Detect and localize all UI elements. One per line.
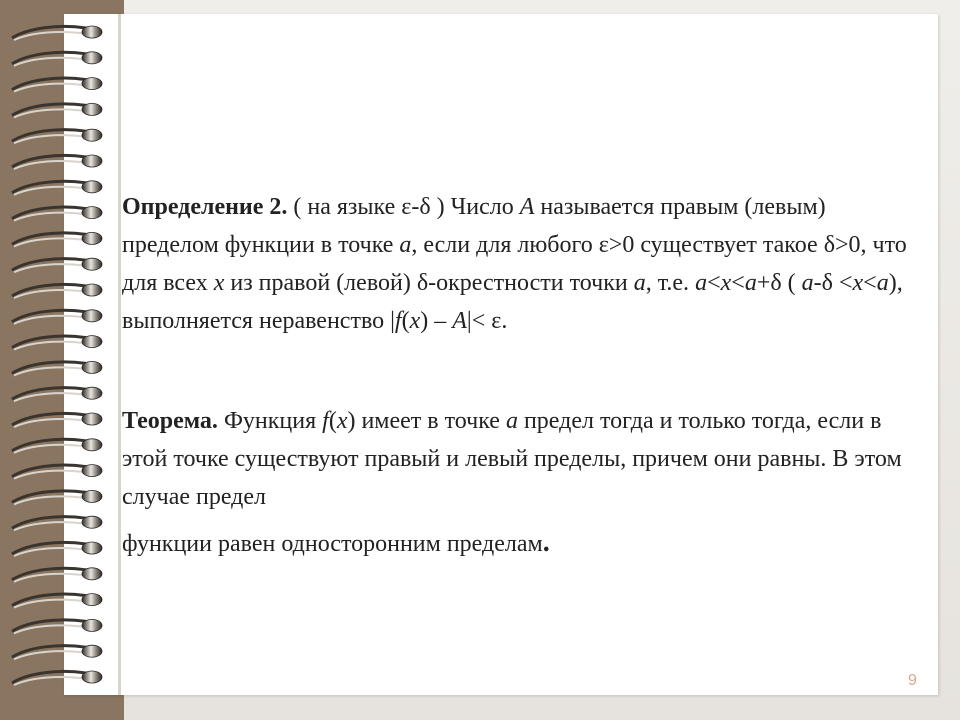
definition-text: из правой (левой) δ-окрестности точки: [224, 270, 634, 296]
definition-text: <: [863, 270, 877, 296]
math-var: a: [744, 270, 757, 296]
spiral-coil: [12, 258, 102, 272]
theorem-text: функции равен односторонним пределам: [122, 531, 543, 557]
math-var: f: [394, 308, 402, 334]
definition-text: ) –: [420, 308, 453, 334]
definition-text: ), выполняется неравенство |: [122, 270, 903, 334]
math-var: A: [452, 308, 467, 334]
theorem-period: .: [542, 527, 550, 558]
definition-text: называется правым (левым) пределом функции в точке: [122, 194, 826, 258]
math-var: a: [505, 408, 518, 434]
definition-text: +δ (: [756, 270, 802, 296]
spiral-coil: [12, 26, 102, 40]
spiral-coil: [12, 336, 102, 350]
spiral-coil: [12, 387, 102, 401]
theorem-title: Теорема.: [122, 408, 218, 434]
slide-content: [122, 188, 922, 563]
spiral-coil: [12, 207, 102, 221]
definition-text: <: [731, 270, 745, 296]
theorem-text: Функция: [217, 408, 323, 434]
spiral-coil: [12, 310, 102, 324]
definition-text: ( на языке ε-δ ) Число: [287, 194, 520, 220]
math-var: a: [633, 270, 646, 296]
definition-title: Определение 2.: [122, 194, 288, 220]
spiral-coil: [12, 129, 102, 143]
math-var: x: [409, 308, 421, 334]
spiral-coil: [12, 284, 102, 298]
spiral-coil: [12, 439, 102, 453]
math-var: x: [336, 408, 348, 434]
spiral-coil: [12, 52, 102, 66]
spiral-coil: [12, 594, 102, 608]
spiral-coil: [12, 645, 102, 659]
definition-text: , если для любого ε>0 существует такое δ>0, что для всех: [122, 232, 907, 296]
spiral-coil: [12, 542, 102, 556]
definition-text: -δ <: [813, 270, 853, 296]
math-var: f: [322, 408, 329, 434]
spiral-coil: [12, 413, 102, 427]
math-var: A: [519, 194, 535, 220]
math-var: x: [852, 270, 864, 296]
definition-text: , т.е.: [645, 270, 696, 296]
spiral-coil: [12, 232, 102, 246]
spiral-coil: [12, 516, 102, 530]
definition-text: (: [401, 308, 410, 334]
math-var: a: [695, 270, 708, 296]
definition-text: |< ε.: [466, 308, 508, 334]
definition-paragraph: [122, 188, 922, 340]
spiral-coil: [12, 155, 102, 169]
spiral-coil: [12, 671, 102, 685]
theorem-text: (: [328, 408, 337, 434]
spiral-coil: [12, 568, 102, 582]
math-var: x: [213, 270, 225, 296]
spiral-coil: [12, 361, 102, 375]
spiral-binding-icon: [8, 20, 108, 700]
definition-text: <: [707, 270, 721, 296]
page-margin-edge: [118, 14, 121, 695]
spiral-coil: [12, 181, 102, 195]
theorem-text: ) имеет в точке: [347, 408, 506, 434]
spiral-coil: [12, 490, 102, 504]
spiral-coil: [12, 78, 102, 92]
math-var: x: [720, 270, 732, 296]
math-var: a: [876, 270, 889, 296]
page-number: 9: [908, 672, 917, 689]
spiral-coil: [12, 465, 102, 479]
spiral-coil: [12, 103, 102, 117]
math-var: a: [801, 270, 814, 296]
math-var: a: [399, 232, 412, 258]
theorem-last-line: [122, 524, 922, 563]
spiral-coil: [12, 619, 102, 633]
theorem-text: предел тогда и только тогда, если в этой точке существуют правый и левый пределы, причем они равны. В этом случае предел: [122, 408, 902, 510]
theorem-paragraph: [122, 402, 922, 563]
